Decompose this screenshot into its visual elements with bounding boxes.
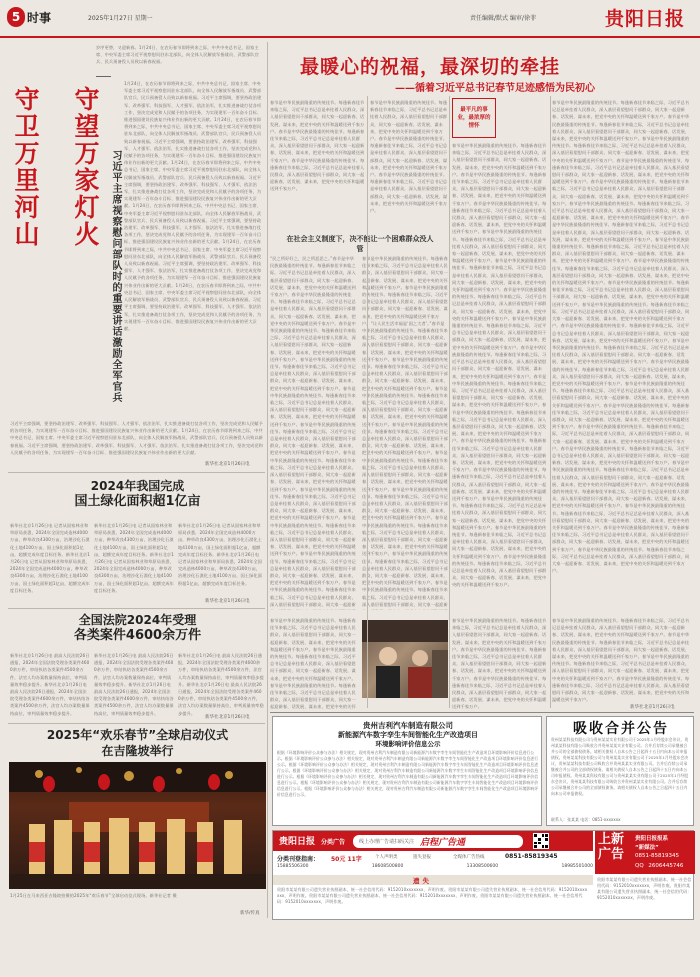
greening-body-col1: 新华社北京1月26日电 记者从国家林业和草原局获悉，2024年全国完成造林4000万亩，种草改良4300万亩，治理沙化石漠化土地4100万亩，国土绿化面积超1亿亩，超额完成年度目标任务。新华社北京1月26日电 记者从国家林业和草原局获悉，2024年全国完成造林4000万亩，种草改良4300万亩，治理沙化石漠化土地4100万亩，国土绿化面积超1亿亩，超额完成年度目标任务。	[10, 523, 90, 593]
courts-headline: 全国法院2024年受理	[78, 613, 197, 627]
qr-code-icon	[533, 833, 549, 849]
divider	[449, 96, 450, 708]
courts-headline-2: 各类案件4600余万件	[73, 628, 202, 643]
top-side-heading-2: 最平凡的事业，最浓厚的情怀	[452, 98, 496, 138]
geely-notice	[272, 716, 542, 826]
top-body-col3: 春节是中华民族最隆重的传统佳节。每逢新春佳节来临之际，习近平总书记总是牵挂着人民群众，深入基层看望慰问干部群众，同大家一起迎新春、话发展、谋未来，把党中央的关怀和温暖送到千家万户。春节是中华民族最隆重的传统佳节。每逢新春佳节来临之际，习近平总书记总是牵挂着人民群众，深入基层看望慰问干部群众，同大家一起迎新春、话发展、谋未来，把党中央的关怀和温暖送到千家万户。春节是中华民族最隆重的传统佳节。每逢新春佳节来临之际，习近平总书记总是牵挂着人民群众，深入基层看望慰问干部群众，同大家一起迎新春、话发展、谋未来，把党中央的关怀和温暖送到千家万户。春节是中华民族最隆重的传统佳节。每逢新春佳节来临之际，习近平总书记总是牵挂着人民群众，深入基层看望慰问干部群众，同大家一起迎新春、话发展、谋未来，把党中央的关怀和温暖送到千家万户。春节是中华民族最隆重的传统佳节。每逢新春佳节来临之际，习近平总书记总是牵挂着人民群众，深入基层看望慰问干部群众，同大家一起迎新春、话发展、谋未来，把党中央的关怀和温暖送到千家万户。春节是中华民族最隆重的传统佳节。每逢新春佳节来临之际，习近平总书记总是牵挂着人民群众，深入基层看望慰问干部群众，同大家一起迎新春、话发展、谋未来，把党中央的关怀和温暖送到千家万户。春节是中华民族最隆重的传统佳节。每逢新春佳节来临之际，习近平总书记总是牵挂着人民群众，深入基层看望慰问干部群众，同大家一起迎新春、话发展、谋未来，把党中央的关怀和温暖送到千家万户。春节是中华民族最隆重的传统佳节。每逢新春佳节来临之际，习近平总书记总是牵挂着人民群众，深入基层看望慰问干部群众，同大家一起迎新春、话发展、谋未来，把党中央的关怀和温暖送到千家万户。春节是中华民族最隆重的传统佳节。每逢新春佳节来临之际，习近平总书记总是牵挂着人民群众，深入基层看望慰问干部群众，同大家一起迎新春、话发展、谋未来，把党中央的关怀和温暖送到千家万户。春节是中华民族最隆重的传统佳节。每逢新春佳节来临之际，习近平总书记总是牵挂着人民群众，深入基层看望慰问干部群众，同大家一起迎新春、话发展、谋未来，把党中央的关怀和温暖送到千家万户。春节是中华民族最隆重的传统佳节。每逢新春佳节来临之际，习近平总书记总是牵挂着人民群众，深入基层看望慰问干部群众，同大家一起迎新春、话发展、谋未来，把党中央的关怀和温暖送到千家万户。春节是中华民族最隆重的传统佳节。每逢新春佳节来临之际，习近平总书记总是牵挂着人民群众，深入基层看望慰问干部群众，同大家一起迎新春、话发展、谋未来，把党中央的关怀和温暖送到千家万户。春节是中华民族最隆重的传统佳节。每逢新春佳节来临之际，习近平总书记总是牵挂着人民群众，深入基层看望慰问干部群众，同大家一起迎新春、话发展、谋未来，把党中央的关怀和温暖送到千家万户。春节是中华民族最隆重的传统佳节。每逢新春佳节来临之际，习近平总书记总是牵挂着人民群众，深入基层看望慰问干部群众，同大家一起迎新春、话发展、谋未来，把党中央的关怀和温暖送到千家万户。春节是中华民族最隆重的传统佳节。每逢新春佳节来临之际，习近平总书记总是牵挂着人民群众，深入基层看望慰问干部群众，同大家一起迎新春、话发展、谋未来，把党中央的关怀和温暖送到千家万户。	[452, 143, 547, 588]
divider	[8, 472, 265, 473]
classified-price: 50元 11字	[331, 856, 362, 863]
classified-slogan-pill	[353, 835, 523, 848]
greening-headline-2: 国土绿化面积超1亿亩	[74, 494, 201, 509]
festival-photo	[9, 762, 266, 889]
top-body-col1-a: 春节是中华民族最隆重的传统佳节。每逢新春佳节来临之际，习近平总书记总是牵挂着人民群众，深入基层看望慰问干部群众，同大家一起迎新春、话发展、谋未来，把党中央的关怀和温暖送到千家万户。春节是中华民族最隆重的传统佳节。每逢新春佳节来临之际，习近平总书记总是牵挂着人民群众，深入基层看望慰问干部群众，同大家一起迎新春、话发展、谋未来，把党中央的关怀和温暖送到千家万户。春节是中华民族最隆重的传统佳节。每逢新春佳节来临之际，习近平总书记总是牵挂着人民群众，深入基层看望慰问干部群众，同大家一起迎新春、话发展、谋未来，把党中央的关怀和温暖送到千家万户。	[270, 100, 365, 192]
masthead-logo: 贵阳日报	[605, 8, 686, 30]
top-story-photo	[362, 620, 448, 698]
classified-note-2: 遗失登报	[413, 855, 431, 860]
phone-1: 15885506300	[277, 864, 309, 869]
classified-phone-row	[277, 864, 593, 874]
courts-body-col3: 新华社北京1月26日电 最高人民法院26日通报，2024年全国法院受理各类案件4600余万件，审结执结各类案件4500余万件，法官人均办案数量保持高位，审判质量效率稳步提升。新华社北京1月26日电 最高人民法院26日通报，2024年全国法院受理各类案件4600余万件，审结执结各类案件4500余万件，法官人均办案数量保持高位，审判质量效率稳步提升。	[178, 653, 264, 716]
lost-header	[273, 875, 593, 885]
divider	[270, 712, 694, 713]
lead-headline-col1: 守卫万里河山	[11, 86, 40, 248]
merger-notice	[546, 716, 694, 826]
top-body-col2-a: 春节是中华民族最隆重的传统佳节。每逢新春佳节来临之际，习近平总书记总是牵挂着人民群众，深入基层看望慰问干部群众，同大家一起迎新春、话发展、谋未来，把党中央的关怀和温暖送到千家万户。春节是中华民族最隆重的传统佳节。每逢新春佳节来临之际，习近平总书记总是牵挂着人民群众，深入基层看望慰问干部群众，同大家一起迎新春、话发展、谋未来，把党中央的关怀和温暖送到千家万户。春节是中华民族最隆重的传统佳节。每逢新春佳节来临之际，习近平总书记总是牵挂着人民群众，深入基层看望慰问干部群众，同大家一起迎新春、话发展、谋未来，把党中央的关怀和温暖送到千家万户。	[370, 100, 448, 214]
festival-headline: 2025年“欢乐春节”全球启动仪式	[46, 728, 229, 742]
right-phone: 0851-85819345	[635, 853, 679, 859]
phone-2: 18608500800	[371, 864, 404, 869]
right-ad-body: 贵阳市某某有限公司遗失营业执照副本，统一社会信用代码：9152010xxxxxxx，声明作废。贵阳市某某有限公司遗失营业执照副本，统一社会信用代码：9152010xxxxxxx，声明作废。	[597, 877, 692, 900]
classified-slogan-2: 启程广告通	[420, 838, 466, 848]
geely-subtitle: 新能源汽车数字孪生车间智能化生产改造项目	[338, 731, 478, 739]
issue-date: 2025年1月27日 星期一	[88, 15, 153, 22]
lead-body: 1月24日，在农历春节即将到来之际，中共中央总书记、国家主席、中央军委主席习近平视察慰问驻东北部队，向全体人民解放军指战员、武警部队官兵、民兵预备役人员致以新春祝福。习近平主席强调，要坚持政治建军、改革强军、科技强军、人才强军、依法治军，扎实推进备战打仗各项工作，坚决完成党和人民赋予的各项任务，为实现建军一百年奋斗目标、推进强国建设民族复兴伟业作出新的更大贡献。1月24日，在农历春节即将到来之际，中共中央总书记、国家主席、中央军委主席习近平视察慰问驻东北部队，向全体人民解放军指战员、武警部队官兵、民兵预备役人员致以新春祝福。习近平主席强调，要坚持政治建军、改革强军、科技强军、人才强军、依法治军，扎实推进备战打仗各项工作，坚决完成党和人民赋予的各项任务，为实现建军一百年奋斗目标、推进强国建设民族复兴伟业作出新的更大贡献。1月24日，在农历春节即将到来之际，中共中央总书记、国家主席、中央军委主席习近平视察慰问驻东北部队，向全体人民解放军指战员、武警部队官兵、民兵预备役人员致以新春祝福。习近平主席强调，要坚持政治建军、改革强军、科技强军、人才强军、依法治军，扎实推进备战打仗各项工作，坚决完成党和人民赋予的各项任务，为实现建军一百年奋斗目标、推进强国建设民族复兴伟业作出新的更大贡献。1月24日，在农历春节即将到来之际，中共中央总书记、国家主席、中央军委主席习近平视察慰问驻东北部队，向全体人民解放军指战员、武警部队官兵、民兵预备役人员致以新春祝福。习近平主席强调，要坚持政治建军、改革强军、科技强军、人才强军、依法治军，扎实推进备战打仗各项工作，坚决完成党和人民赋予的各项任务，为实现建军一百年奋斗目标、推进强国建设民族复兴伟业作出新的更大贡献。1月24日，在农历春节即将到来之际，中共中央总书记、国家主席、中央军委主席习近平视察慰问驻东北部队，向全体人民解放军指战员、武警部队官兵、民兵预备役人员致以新春祝福。习近平主席强调，要坚持政治建军、改革强军、科技强军、人才强军、依法治军，扎实推进备战打仗各项工作，坚决完成党和人民赋予的各项任务，为实现建军一百年奋斗目标、推进强国建设民族复兴伟业作出新的更大贡献。1月24日，在农历春节即将到来之际，中共中央总书记、国家主席、中央军委主席习近平视察慰问驻东北部队，向全体人民解放军指战员、武警部队官兵、民兵预备役人员致以新春祝福。习近平主席强调，要坚持政治建军、改革强军、科技强军、人才强军、依法治军，扎实推进备战打仗各项工作，坚决完成党和人民赋予的各项任务，为实现建军一百年奋斗目标、推进强国建设民族复兴伟业作出新的更大贡献。	[124, 81, 262, 331]
festival-headline-2: 在吉隆坡举行	[101, 744, 174, 758]
hotline-number: 0851-85819345	[505, 853, 558, 860]
lead-headline-col3: 守望万家灯火	[71, 86, 100, 248]
divider	[8, 608, 265, 609]
courts-source: 新华社北京1月26日电	[205, 715, 250, 720]
editors-line: 责任编辑/默式 编审/徐菲	[470, 15, 536, 22]
right-ad-block	[595, 831, 695, 874]
lost-body: 贵阳市某某有限公司遗失营业执照副本，统一社会信用代码：9152010xxxxxxx，声明作废。贵阳市某某有限公司遗失营业执照副本，统一社会信用代码：9152010xxxxxxx，声明作废。贵阳市某某有限公司遗失营业执照副本，统一社会信用代码：9152010xxxxxxx，声明作废。贵阳市某某有限公司遗失营业执照副本，统一社会信用代码：9152010xxxxxxx，声明作废。	[277, 887, 588, 904]
courts-body-col1: 新华社北京1月26日电 最高人民法院26日通报，2024年全国法院受理各类案件4600余万件，审结执结各类案件4500余万件，法官人均办案数量保持高位，审判质量效率稳步提升。新华社北京1月26日电 最高人民法院26日通报，2024年全国法院受理各类案件4600余万件，审结执结各类案件4500余万件，法官人均办案数量保持高位，审判质量效率稳步提升。	[10, 653, 90, 716]
phone-3: 13308500600	[466, 864, 499, 869]
greening-headline: 2024年我国完成	[90, 479, 185, 493]
courts-body-col2: 新华社北京1月26日电 最高人民法院26日通报，2024年全国法院受理各类案件4600余万件，审结执结各类案件4500余万件，法官人均办案数量保持高位，审判质量效率稳步提升。新华社北京1月26日电 最高人民法院26日通报，2024年全国法院受理各类案件4600余万件，审结执结各类案件4500余万件，法官人均办案数量保持高位，审判质量效率稳步提升。	[94, 653, 174, 716]
classified-area	[272, 830, 694, 920]
top-body-col4-c: 春节是中华民族最隆重的传统佳节。每逢新春佳节来临之际，习近平总书记总是牵挂着人民群众，深入基层看望慰问干部群众，同大家一起迎新春、话发展、谋未来，把党中央的关怀和温暖送到千家万户。春节是中华民族最隆重的传统佳节。每逢新春佳节来临之际，习近平总书记总是牵挂着人民群众，深入基层看望慰问干部群众，同大家一起迎新春、话发展、谋未来，把党中央的关怀和温暖送到千家万户。春节是中华民族最隆重的传统佳节。每逢新春佳节来临之际，习近平总书记总是牵挂着人民群众，深入基层看望慰问干部群众，同大家一起迎新春、话发展、谋未来，把党中央的关怀和温暖送到千家万户。春节是中华民族最隆重的传统佳节。每逢新春佳节来临之际，习近平总书记总是牵挂着人民群众，深入基层看望慰问干部群众，同大家一起迎新春、话发展、谋未来，把党中央的关怀和温暖送到千家万户。	[552, 618, 690, 703]
top-body-col1-c: 春节是中华民族最隆重的传统佳节。每逢新春佳节来临之际，习近平总书记总是牵挂着人民群众，深入基层看望慰问干部群众，同大家一起迎新春、话发展、谋未来，把党中央的关怀和温暖送到千家万户。春节是中华民族最隆重的传统佳节。每逢新春佳节来临之际，习近平总书记总是牵挂着人民群众，深入基层看望慰问干部群众，同大家一起迎新春、话发展、谋未来，把党中央的关怀和温暖送到千家万户。春节是中华民族最隆重的传统佳节。每逢新春佳节来临之际，习近平总书记总是牵挂着人民群众，深入基层看望慰问干部群众，同大家一起迎新春、话发展、谋未来，把党中央的关怀	[270, 618, 356, 709]
festival-caption: 1月25日在马来西亚吉隆坡拍摄的2025年“欢乐春节”全球启动仪式现场。新华社记者 摄	[10, 893, 177, 898]
geely-subtitle-2: 环境影响评价信息公示	[375, 740, 441, 748]
merger-body: 贵州某某科技有限公司与贵州某某实业有限公司于2025年1月经股东会决议，贵州某某科技有限公司吸收合并贵州某某实业有限公司。合并后存续公司承继被合并公司的全部债权债务。请相关债权人自本公告之日起四十五日内向本公司申报债权。贵州某某科技有限公司与贵州某某实业有限公司于2025年1月经股东会决议，贵州某某科技有限公司吸收合并贵州某某实业有限公司。合并后存续公司承继被合并公司的全部债权债务。请相关债权人自本公告之日起四十五日内向本公司申报债权。贵州某某科技有限公司与贵州某某实业有限公司于2025年1月经股东会决议，贵州某某科技有限公司吸收合并贵州某某实业有限公司。合并后存续公司承继被合并公司的全部债权债务。请相关债权人自本公告之日起四十五日内向本公司申报债权。	[551, 737, 689, 796]
geely-body: 根据《环境影响评价公众参与办法》相关规定，现对贵州吉利汽车制造有限公司新能源汽车数字孪生车间智能化生产改造项目环境影响评价信息进行公示。根据《环境影响评价公众参与办法》相关规定，现对贵州吉利汽车制造有限公司新能源汽车数字孪生车间智能化生产改造项目环境影响评价信息进行公示。根据《环境影响评价公众参与办法》相关规定，现对贵州吉利汽车制造有限公司新能源汽车数字孪生车间智能化生产改造项目环境影响评价信息进行公示。根据《环境影响评价公众参与办法》相关规定，现对贵州吉利汽车制造有限公司新能源汽车数字孪生车间智能化生产改造项目环境影响评价信息进行公示。根据《环境影响评价公众参与办法》相关规定，现对贵州吉利汽车制造有限公司新能源汽车数字孪生车间智能化生产改造项目环境影响评价信息进行公示。根据《环境影响评价公众参与办法》相关规定，现对贵州吉利汽车制造有限公司新能源汽车数字孪生车间智能化生产改造项目环境影响评价信息进行公示。根据《环境影响评价公众参与办法》相关规定，现对贵州吉利汽车制造有限公司新能源汽车数字孪生车间智能化生产改造项目环境影响评价信息进行公示。	[277, 750, 539, 797]
section-name: 时事	[27, 11, 52, 25]
right-qq-row	[635, 863, 683, 869]
qq-number: 2606445746	[648, 863, 684, 869]
top-body-col2-b: 春节是中华民族最隆重的传统佳节。每逢新春佳节来临之际，习近平总书记总是牵挂着人民群众，深入基层看望慰问干部群众，同大家一起迎新春、话发展、谋未来，把党中央的关怀和温暖送到千家万户。春节是中华民族最隆重的传统佳节。每逢新春佳节来临之际，习近平总书记总是牵挂着人民群众，深入基层看望慰问干部群众，同大家一起迎新春、话发展、谋未来，把党中央的关怀和温暖送到千家万户。“让人民生活幸福是‘国之大者’。”春节是中华民族最隆重的传统佳节。每逢新春佳节来临之际，习近平总书记总是牵挂着人民群众，深入基层看望慰问干部群众，同大家一起迎新春、话发展、谋未来，把党中央的关怀和温暖送到千家万户。春节是中华民族最隆重的传统佳节。每逢新春佳节来临之际，习近平总书记总是牵挂着人民群众，深入基层看望慰问干部群众，同大家一起迎新春、话发展、谋未来，把党中央的关怀和温暖送到千家万户。春节是中华民族最隆重的传统佳节。每逢新春佳节来临之际，习近平总书记总是牵挂着人民群众，深入基层看望慰问干部群众，同大家一起迎新春、话发展、谋未来，把党中央的关怀和温暖送到千家万户。春节是中华民族最隆重的传统佳节。每逢新春佳节来临之际，习近平总书记总是牵挂着人民群众，深入基层看望慰问干部群众，同大家一起迎新春、话发展、谋未来，把党中央的关怀和温暖送到千家万户。春节是中华民族最隆重的传统佳节。每逢新春佳节来临之际，习近平总书记总是牵挂着人民群众，深入基层看望慰问干部群众，同大家一起迎新春、话发展、谋未来，把党中央的关怀和温暖送到千家万户。春节是中华民族最隆重的传统佳节。每逢新春佳节来临之际，习近平总书记总是牵挂着人民群众，深入基层看望慰问干部群众，同大家一起迎新春、话发展、谋未来，把党中央的关怀和温暖送到千家万户。春节是中华民族最隆重的传统佳节。每逢新春佳节来临之际，习近平总书记总是牵挂着人民群众，深入基层看望慰问干部群众，同大家一起迎新春、话发展、谋未来，把党中央的关怀和温暖送到千家万户。春节是中华民族最隆重的传统佳节。每逢新春佳节来临之际，习近平总书记总是牵挂着人民群众，深入基层看望慰问干部群众，同大家一起迎新春、话发展、谋未来，把党中央的关怀和温暖送到千家万户。春节是中华民族最隆重的传统佳节。每逢新春佳节来临之际，习近平总书记总是牵挂着人民群众，深入基层看望慰问干部群众，同大家一起迎新	[362, 256, 448, 607]
top-source: 新华社北京1月26日电	[630, 705, 675, 710]
divider	[550, 96, 551, 708]
phone-4: 18985501000	[561, 864, 593, 869]
lead-intro: 岁序更替，又迎新春。1月24日，在农历春节即将到来之际，中共中央总书记、国家主席、中央军委主席习近平视察慰问驻东北部队，向全体人民解放军指战员、武警部队官兵、民兵预备役人员致以新春祝福。	[96, 45, 259, 65]
greening-source: 新华社北京1月26日电	[205, 599, 250, 604]
classified-brand: 贵阳日报	[279, 837, 316, 847]
divider	[8, 723, 265, 724]
classified-brand-2: 分类广告	[321, 839, 346, 846]
page-header	[0, 0, 700, 36]
divider	[367, 96, 368, 708]
lost-title: 遗失	[413, 877, 432, 885]
right-brand-4: “新媒法”	[635, 845, 659, 851]
right-brand-3: 贵阳日报报系	[635, 836, 669, 842]
festival-credit: 新华/传真	[240, 911, 260, 916]
top-headline: 最暖心的祝福，最深切的牵挂	[300, 56, 561, 78]
header-rule	[0, 36, 700, 38]
top-side-heading: 在社会主义制度下，决不能让一个困难群众没人管	[286, 235, 434, 253]
top-body-col3-c: 春节是中华民族最隆重的传统佳节。每逢新春佳节来临之际，习近平总书记总是牵挂着人民群众，深入基层看望慰问干部群众，同大家一起迎新春、话发展、谋未来，把党中央的关怀和温暖送到千家万户。春节是中华民族最隆重的传统佳节。每逢新春佳节来临之际，习近平总书记总是牵挂着人民群众，深入基层看望慰问干部群众，同大家一起迎新春、话发展、谋未来，把党中央的关怀和温暖送到千家万户。春节是中华民族最隆重的传统佳节。每逢新春佳节来临之际，习近平总书记总是牵挂着人民群众，深入基层看望慰问干部群众，同大家一起迎新春、话发展、谋未来，把党中央的关怀和温暖送到千家万户。	[452, 618, 547, 709]
top-body-col4: 春节是中华民族最隆重的传统佳节。每逢新春佳节来临之际，习近平总书记总是牵挂着人民群众，深入基层看望慰问干部群众，同大家一起迎新春、话发展、谋未来，把党中央的关怀和温暖送到千家万户。春节是中华民族最隆重的传统佳节。每逢新春佳节来临之际，习近平总书记总是牵挂着人民群众，深入基层看望慰问干部群众，同大家一起迎新春、话发展、谋未来，把党中央的关怀和温暖送到千家万户。春节是中华民族最隆重的传统佳节。每逢新春佳节来临之际，习近平总书记总是牵挂着人民群众，深入基层看望慰问干部群众，同大家一起迎新春、话发展、谋未来，把党中央的关怀和温暖送到千家万户。春节是中华民族最隆重的传统佳节。每逢新春佳节来临之际，习近平总书记总是牵挂着人民群众，深入基层看望慰问干部群众，同大家一起迎新春、话发展、谋未来，把党中央的关怀和温暖送到千家万户。春节是中华民族最隆重的传统佳节。每逢新春佳节来临之际，习近平总书记总是牵挂着人民群众，深入基层看望慰问干部群众，同大家一起迎新春、话发展、谋未来，把党中央的关怀和温暖送到千家万户。春节是中华民族最隆重的传统佳节。每逢新春佳节来临之际，习近平总书记总是牵挂着人民群众，深入基层看望慰问干部群众，同大家一起迎新春、话发展、谋未来，把党中央的关怀和温暖送到千家万户。春节是中华民族最隆重的传统佳节。每逢新春佳节来临之际，习近平总书记总是牵挂着人民群众，深入基层看望慰问干部群众，同大家一起迎新春、话发展、谋未来，把党中央的关怀和温暖送到千家万户。春节是中华民族最隆重的传统佳节。每逢新春佳节来临之际，习近平总书记总是牵挂着人民群众，深入基层看望慰问干部群众，同大家一起迎新春、话发展、谋未来，把党中央的关怀和温暖送到千家万户。春节是中华民族最隆重的传统佳节。每逢新春佳节来临之际，习近平总书记总是牵挂着人民群众，深入基层看望慰问干部群众，同大家一起迎新春、话发展、谋未来，把党中央的关怀和温暖送到千家万户。春节是中华民族最隆重的传统佳节。每逢新春佳节来临之际，习近平总书记总是牵挂着人民群众，深入基层看望慰问干部群众，同大家一起迎新春、话发展、谋未来，把党中央的关怀和温暖送到千家万户。春节是中华民族最隆重的传统佳节。每逢新春佳节来临之际，习近平总书记总是牵挂着人民群众，深入基层看望慰问干部群众，同大家一起迎新春、话发展、谋未来，把党中央的关怀和温暖送到千家万户。春节是中华民族最隆重的传统佳节。每逢新春佳节来临之际，习近平总书记总是牵挂着人民群众，深入基层看望慰问干部群众，同大家一起迎新春、话发展、谋未来，把党中央的关怀和温暖送到千家万户。春节是中华民族最隆重的传统佳节。每逢新春佳节来临之际，习近平总书记总是牵挂着人民群众，深入基层看望慰问干部群众，同大家一起迎新春、话发展、谋未来，把党中央的关怀和温暖送到千家万户。春节是中华民族最隆重的传统佳节。每逢新春佳节来临之际，习近平总书记总是牵挂着人民群众，深入基层看望慰问干部群众，同大家一起迎新春、话发展、谋未来，把党中央的关怀和温暖送到千家万户。春节是中华民族最隆重的传统佳节。每逢新春佳节来临之际，习近平总书记总是牵挂着人民群众，深入基层看望慰问干部群众，同大家一起迎新春、话发展、谋未来，把党中央的关怀和温暖送到千家万户。春节是中华民族最隆重的传统佳节。每逢新春佳节来临之际，习近平总书记总是牵挂着人民群众，深入基层看望慰问干部群众，同大家一起迎新春、话发展、谋未来，把党中央的关怀和温暖送到千家万户。春节是中华民族最隆重的传统佳节。每逢新春佳节来临之际，习近平总书记总是牵挂着人民群众，深入基层看望慰问干部群众，同大家一起迎新春、话发展、谋未来，把党中央的关怀和温暖送到千家万户。春节是中华民族最隆重的传统佳节。每逢新春佳节来临之际，习近平总书记总是牵挂着人民群众，深入基层看望慰问干部群众，同大家一起迎新春、话发展、谋未来，把党中央的关怀和温暖送到千家万户。春节是中华民族最隆重的传统佳节。每逢新春佳节来临之际，习近平总书记总是牵挂着人民群众，深入基层看望慰问干部群众，同大家一起迎新春、话发展、谋未来，把党中央的关怀和温暖送到千家万户。春节是中华民族最隆重的传统佳节。每逢新春佳节来临之际，习近平总书记总是牵挂着人民群众，深入基层看望慰问干部群众，同大家一起迎新春、话发展、谋未来，把党中央的关怀和温暖送到千家万户。春节是中华民族最隆重的传统佳节。每逢新春佳节来临之际，习近平总书记总是牵挂着人民群众，深入基层看望慰问干部群众，同大家一起迎新春、话发展、谋未来，把党中央的关怀和温暖送到千家万户。春节是中华民族最隆重的传统佳节。每逢新春佳节来临之际，习近平总书记总是牵挂着人民群众，深入基层看望慰问干部群众，同大家一起迎新春、话发展、谋未来，把党中央的关怀和温暖送到千家万户。春节是中华民族最隆重的传统佳节。每逢新春佳节来临之际，习近平总书记总是牵挂着人民群众，深入基层看望慰问干部群众，同大家一起迎新春、话发展、谋未来，把党中央的关怀和温暖送到千家万户。	[552, 100, 690, 574]
right-brand: 上新	[598, 832, 625, 847]
divider	[267, 42, 268, 918]
right-brand-2: 广告	[598, 847, 625, 862]
classified-slogan: 线上办理广告请扫码关注	[359, 839, 415, 845]
lead-subheadline: 习近平主席视察慰问部队时的重要讲话激励全军官兵	[110, 150, 121, 403]
top-photo-art	[362, 620, 448, 698]
merger-title: 吸收合并公告	[573, 721, 669, 737]
classified-note-1: 个人声明类	[375, 855, 398, 860]
lead-body-bottom: 习近平主席强调，要坚持政治建军、改革强军、科技强军、人才强军、依法治军，扎实推进备战打仗各项工作，坚决完成党和人民赋予的各项任务，为实现建军一百年奋斗目标、推进强国建设民族复兴伟业作出新的更大贡献。1月24日，在农历春节即将到来之际，中共中央总书记、国家主席、中央军委主席习近平视察慰问驻东北部队，向全体人民解放军指战员、武警部队官兵、民兵预备役人员致以新春祝福。习近平主席强调，要坚持政治建军、改革强军、科技强军、人才强军、依法治军，扎实推进备战打仗各项工作，坚决完成党和人民赋予的各项任务，为实现建军一百年奋斗目标、推进强国建设民族复兴伟业作出新的更大贡献。	[10, 421, 263, 455]
qq-label: QQ	[635, 863, 644, 869]
top-subheadline: ——循着习近平总书记春节足迹感悟为民初心	[395, 83, 595, 94]
greening-body-col3: 新华社北京1月26日电 记者从国家林业和草原局获悉，2024年全国完成造林4000万亩，种草改良4300万亩，治理沙化石漠化土地4100万亩，国土绿化面积超1亿亩，超额完成年度目标任务。新华社北京1月26日电 记者从国家林业和草原局获悉，2024年全国完成造林4000万亩，种草改良4300万亩，治理沙化石漠化土地4100万亩，国土绿化面积超1亿亩，超额完成年度目标任务。	[178, 523, 262, 586]
geely-title: 贵州吉利汽车制造有限公司	[363, 721, 453, 730]
hotline-label: 全媒体广告热线	[453, 855, 485, 860]
section-number-badge: 5	[7, 7, 25, 27]
merger-contact: 联系人：张某某 电话：0851-xxxxxxx	[551, 817, 621, 822]
top-body-col1-b: “民之所好好之，民之所恶恶之。”春节是中华民族最隆重的传统佳节。每逢新春佳节来临之际，习近平总书记总是牵挂着人民群众，深入基层看望慰问干部群众，同大家一起迎新春、话发展、谋未来，把党中央的关怀和温暖送到千家万户。春节是中华民族最隆重的传统佳节。每逢新春佳节来临之际，习近平总书记总是牵挂着人民群众，深入基层看望慰问干部群众，同大家一起迎新春、话发展、谋未来，把党中央的关怀和温暖送到千家万户。春节是中华民族最隆重的传统佳节。每逢新春佳节来临之际，习近平总书记总是牵挂着人民群众，深入基层看望慰问干部群众，同大家一起迎新春、话发展、谋未来，把党中央的关怀和温暖送到千家万户。春节是中华民族最隆重的传统佳节。每逢新春佳节来临之际，习近平总书记总是牵挂着人民群众，深入基层看望慰问干部群众，同大家一起迎新春、话发展、谋未来，把党中央的关怀和温暖送到千家万户。春节是中华民族最隆重的传统佳节。每逢新春佳节来临之际，习近平总书记总是牵挂着人民群众，深入基层看望慰问干部群众，同大家一起迎新春、话发展、谋未来，把党中央的关怀和温暖送到千家万户。春节是中华民族最隆重的传统佳节。每逢新春佳节来临之际，习近平总书记总是牵挂着人民群众，深入基层看望慰问干部群众，同大家一起迎新春、话发展、谋未来，把党中央的关怀和温暖送到千家万户。春节是中华民族最隆重的传统佳节。每逢新春佳节来临之际，习近平总书记总是牵挂着人民群众，深入基层看望慰问干部群众，同大家一起迎新春、话发展、谋未来，把党中央的关怀和温暖送到千家万户。春节是中华民族最隆重的传统佳节。每逢新春佳节来临之际，习近平总书记总是牵挂着人民群众，深入基层看望慰问干部群众，同大家一起迎新春、话发展、谋未来，把党中央的关怀和温暖送到千家万户。春节是中华民族最隆重的传统佳节。每逢新春佳节来临之际，习近平总书记总是牵挂着人民群众，深入基层看望慰问干部群众，同大家一起迎新春、话发展、谋未来，把党中央的关怀和温暖送到千家万户。春节是中华民族最隆重的传统佳节。每逢新春佳节来临之际，习近平总书记总是牵挂着人民群众，深入基层看望慰问干部群众，同大家一起迎新春、话发展、谋未来，把党中央的关怀和温暖送到千家万户。春节是中华民族最隆重的传统佳节。每逢新春佳节来临之际，习近平总书记总是牵挂着人民群众，深入基层看望慰问干部群众，同大家一起迎新	[270, 256, 356, 607]
greening-body-col2: 新华社北京1月26日电 记者从国家林业和草原局获悉，2024年全国完成造林4000万亩，种草改良4300万亩，治理沙化石漠化土地4100万亩，国土绿化面积超1亿亩，超额完成年度目标任务。新华社北京1月26日电 记者从国家林业和草原局获悉，2024年全国完成造林4000万亩，种草改良4300万亩，治理沙化石漠化土地4100万亩，国土绿化面积超1亿亩，超额完成年度目标任务。	[94, 523, 174, 593]
lead-source: 新华社北京1月26日电	[205, 462, 250, 467]
festival-photo-art	[9, 762, 266, 889]
classified-label: 分类刊登指南：	[277, 856, 320, 863]
